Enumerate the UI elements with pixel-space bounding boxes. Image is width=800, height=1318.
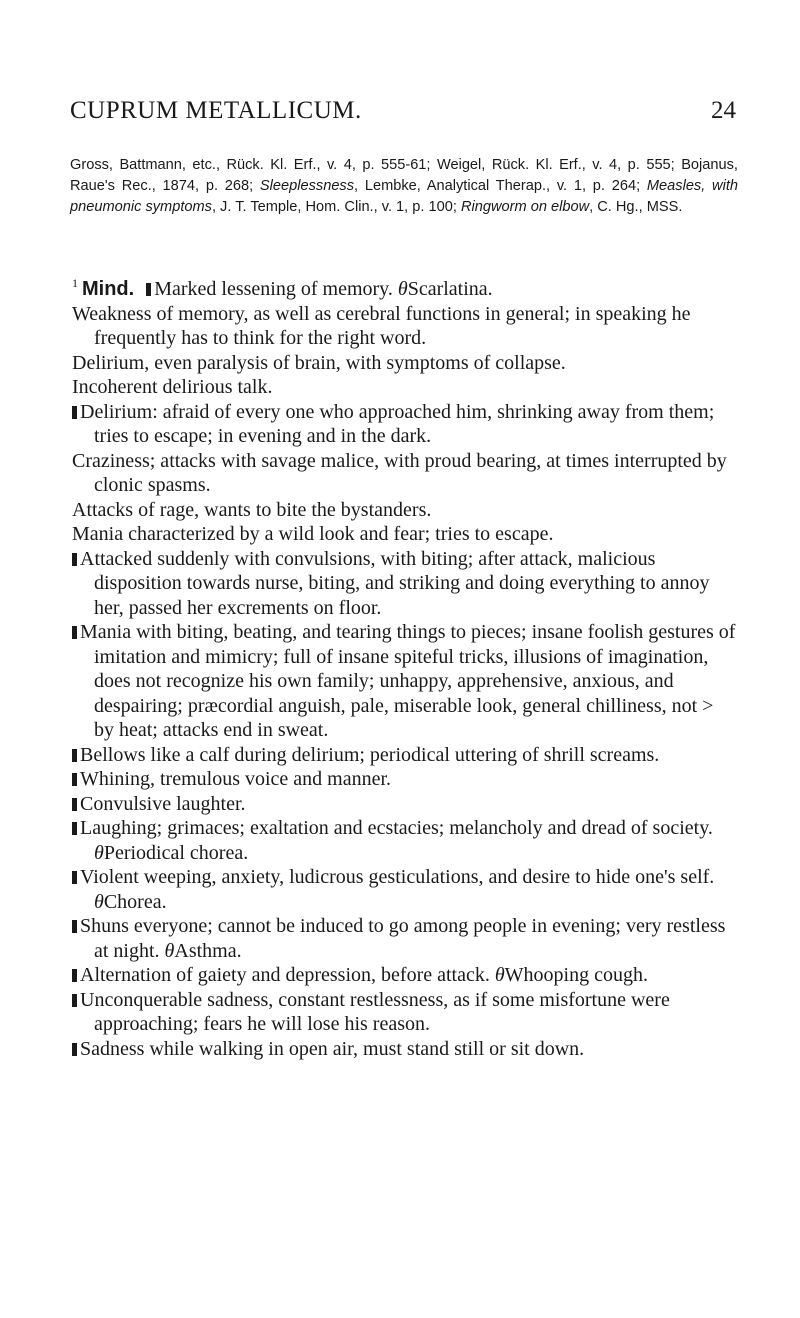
symptom-text: Bellows like a calf during delirium; periodical uttering of shrill screams. [80,743,660,766]
verified-bullet-icon [72,773,77,786]
condition-text: Asthma. [174,939,242,962]
theta-icon: θ [397,278,408,300]
running-title: CUPRUM METALLICUM. [70,97,362,124]
verified-bullet-icon [146,283,151,296]
verified-bullet-icon [72,822,77,835]
verified-bullet-icon [72,749,77,762]
symptom-entry [72,865,738,914]
condition-text: Scarlatina. [407,278,493,300]
symptom-entry [72,792,738,817]
condition-text: Periodical chorea. [103,841,249,864]
source-part-italic: Sleeplessness [259,178,355,194]
condition-text: Chorea. [103,890,167,913]
symptom-text: Sadness while walking in open air, must stand still or sit down. [80,1037,585,1060]
symptom-text: Mania characterized by a wild look and fear; tries to escape. [72,523,554,545]
symptom-entry [72,449,738,498]
symptom-entry [72,400,738,449]
symptom-entry [72,498,738,523]
symptom-entry [72,351,738,376]
theta-icon: θ [494,964,505,986]
symptom-entry [72,914,738,963]
symptom-entry [72,816,738,865]
source-part-italic: Ringworm on elbow [460,199,590,215]
verified-bullet-icon [72,626,77,639]
verified-bullet-icon [72,553,77,566]
symptom-text: Attacks of rage, wants to bite the bystanders. [72,498,432,521]
source-part-italic: Measles, with pneumonic symptoms [70,178,738,215]
verified-bullet-icon [72,1043,77,1056]
source-references [70,155,738,218]
verified-bullet-icon [72,871,77,884]
symptom-text: Weakness of memory, as well as cerebral functions in general; in speaking he frequently has to think for the right word. [72,302,691,349]
symptom-text: Whining, tremulous voice and manner. [80,768,392,790]
symptom-entry [72,1037,738,1062]
verified-bullet-icon [72,994,77,1007]
symptom-text: Craziness; attacks with savage malice, with proud bearing, at times interrupted by clonic spasms. [72,449,727,496]
theta-icon: θ [164,939,175,962]
symptom-text: Marked lessening of memory. [154,278,393,300]
symptom-text: Unconquerable sadness, constant restlessness, as if some misfortune were approaching; fears he will lose his reason. [80,988,670,1035]
verified-bullet-icon [72,969,77,982]
symptom-text: Delirium, even paralysis of brain, with symptoms of collapse. [72,351,566,374]
symptom-entry [72,522,738,547]
symptom-text: Convulsive laughter. [80,792,246,815]
symptom-text: Attacked suddenly with convulsions, with biting; after attack, malicious disposition towards nurse, biting, and striking and doing everything to annoy her, passed her excrements on floor. [80,547,710,619]
symptom-entry [72,271,738,302]
source-part: Gross, Battmann, etc., Rück. Kl. Erf., v. 4, p. 555-61; Weigel, Rück. Kl. Erf., v. 4, p. 555; Bojanus, Raue's Rec., 1874, p. 268; [70,157,738,194]
symptom-entry [72,547,738,621]
source-part: , J. T. Temple, Hom. Clin., v. 1, p. 100; [211,199,461,215]
source-part: , Lembke, Analytical Therap., v. 1, p. 264; [354,178,647,194]
mind-section [72,271,738,1061]
symptom-entry [72,963,738,988]
symptom-entry [72,743,738,768]
section-number: 1 [72,276,78,290]
symptom-text: Mania with biting, beating, and tearing things to pieces; insane foolish gestures of imitation and mimicry; full of insane spiteful tricks, illusions of imagination, does not recognize his own family; unhappy, apprehensive, anxious, and despairing; præcordial anguish, pale, miserable look, general chilliness, not > by heat; attacks end in sweat. [80,621,736,741]
symptom-entry [72,375,738,400]
symptom-entry [72,988,738,1037]
theta-icon: θ [94,841,104,864]
symptom-text: Shuns everyone; cannot be induced to go among people in evening; very restless at night. [80,915,726,962]
theta-icon: θ [94,890,104,913]
symptom-entry [72,620,738,743]
symptom-entry [72,767,738,792]
verified-bullet-icon [72,798,77,811]
symptom-text: Incoherent delirious talk. [72,376,273,398]
source-part: , C. Hg., MSS. [589,199,683,215]
page-number: 24 [711,97,736,124]
symptom-entry [72,302,738,351]
verified-bullet-icon [72,406,77,419]
symptom-text: Delirium: afraid of every one who approached him, shrinking away from them; tries to escape; in evening and in the dark. [80,400,715,447]
condition-text: Whooping cough. [504,964,648,986]
running-header [70,97,736,129]
section-heading: Mind. [82,278,135,300]
verified-bullet-icon [72,920,77,933]
symptom-text: Alternation of gaiety and depression, before attack. [80,964,490,986]
symptom-text: Laughing; grimaces; exaltation and ecstacies; melancholy and dread of society. [80,817,713,839]
symptom-text: Violent weeping, anxiety, ludicrous gesticulations, and desire to hide one's self. [80,866,715,888]
